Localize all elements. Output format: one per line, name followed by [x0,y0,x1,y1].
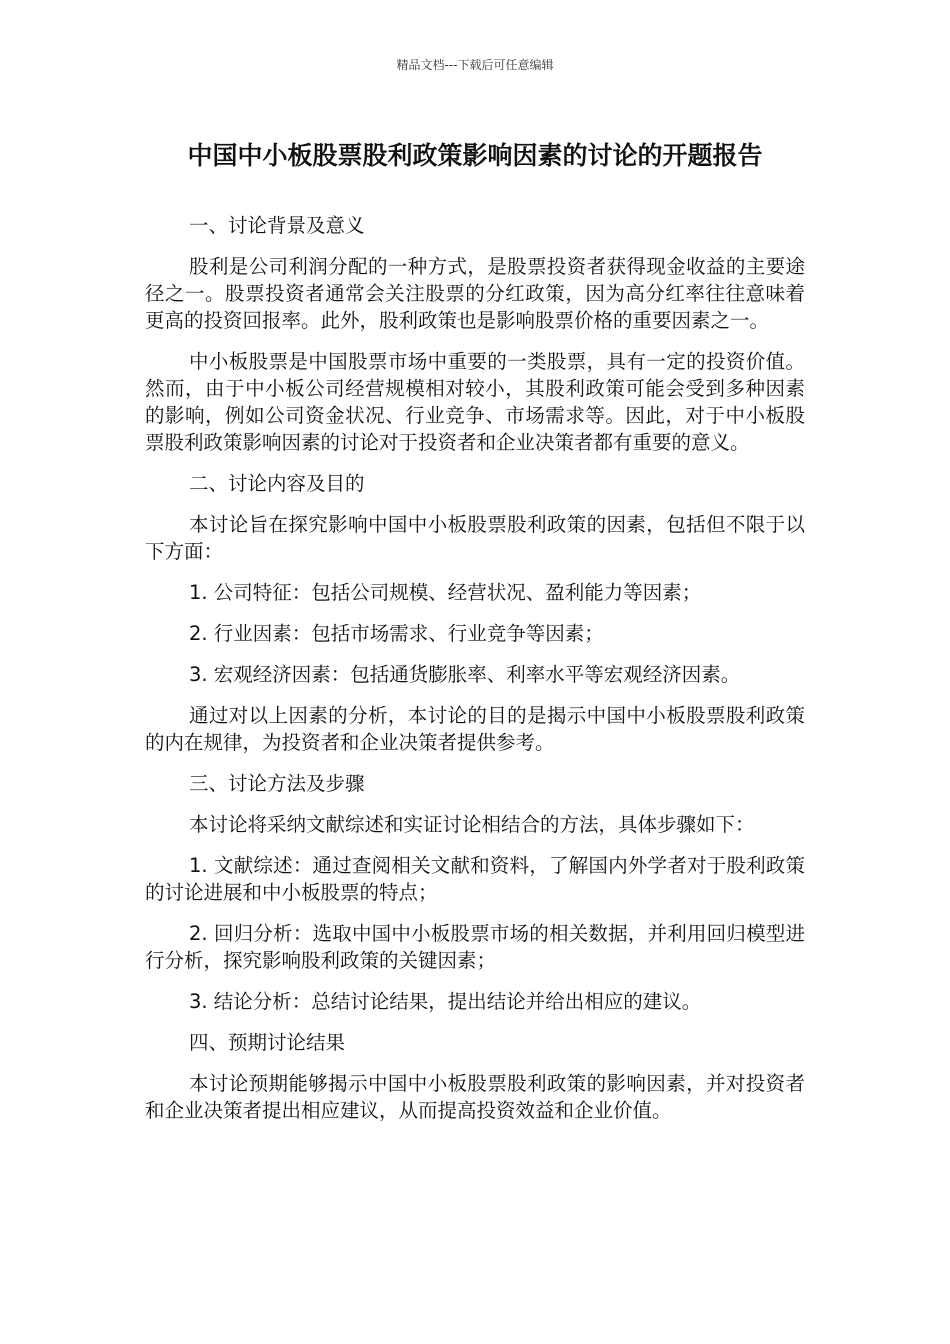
document-body [145,212,805,1138]
section-heading-2: 二、讨论内容及目的 [189,472,365,495]
list-item: 3. 结论分析：总结讨论结果，提出结论并给出相应的建议。 [189,990,702,1013]
section-heading-3: 三、讨论方法及步骤 [189,772,365,795]
section-heading-4: 四、预期讨论结果 [189,1031,346,1054]
list-item: 3. 宏观经济因素：包括通货膨胀率、利率水平等宏观经济因素。 [189,663,741,686]
list-item: 1. 公司特征：包括公司规模、经营状况、盈利能力等因素； [189,581,702,604]
list-item: 1. 文献综述：通过查阅相关文献和资料，了解国内外学者对于股利政策的讨论进展和中小板股票的特点； [145,854,805,904]
header-note: 精品文档---下载后可任意编辑 [396,58,554,72]
section-heading-1: 一、讨论背景及意义 [189,214,365,237]
paragraph: 中小板股票是中国股票市场中重要的一类股票，具有一定的投资价值。然而，由于中小板公司经营规模相对较小，其股利政策可能会受到多种因素的影响，例如公司资金状况、行业竞争、市场需求等。因此，对于中小板股票股利政策影响因素的讨论对于投资者和企业决策者都有重要的意义。 [145,350,805,454]
list-item: 2. 回归分析：选取中国中小板股票市场的相关数据，并利用回归模型进行分析，探究影响股利政策的关键因素； [145,922,805,972]
paragraph: 股利是公司利润分配的一种方式，是股票投资者获得现金收益的主要途径之一。股票投资者通常会关注股票的分红政策，因为高分红率往往意味着更高的投资回报率。此外，股利政策也是影响股票价格的重要因素之一。 [145,255,805,332]
paragraph: 本讨论预期能够揭示中国中小板股票股利政策的影响因素，并对投资者和企业决策者提出相应建议，从而提高投资效益和企业价值。 [145,1072,805,1122]
list-item: 2. 行业因素：包括市场需求、行业竞争等因素； [189,622,604,645]
paragraph: 通过对以上因素的分析，本讨论的目的是揭示中国中小板股票股利政策的内在规律，为投资者和企业决策者提供参考。 [145,704,805,754]
paragraph: 本讨论旨在探究影响中国中小板股票股利政策的因素，包括但不限于以下方面： [145,513,805,563]
document-title: 中国中小板股票股利政策影响因素的讨论的开题报告 [187,141,763,170]
paragraph: 本讨论将采纳文献综述和实证讨论相结合的方法，具体步骤如下： [189,813,755,836]
